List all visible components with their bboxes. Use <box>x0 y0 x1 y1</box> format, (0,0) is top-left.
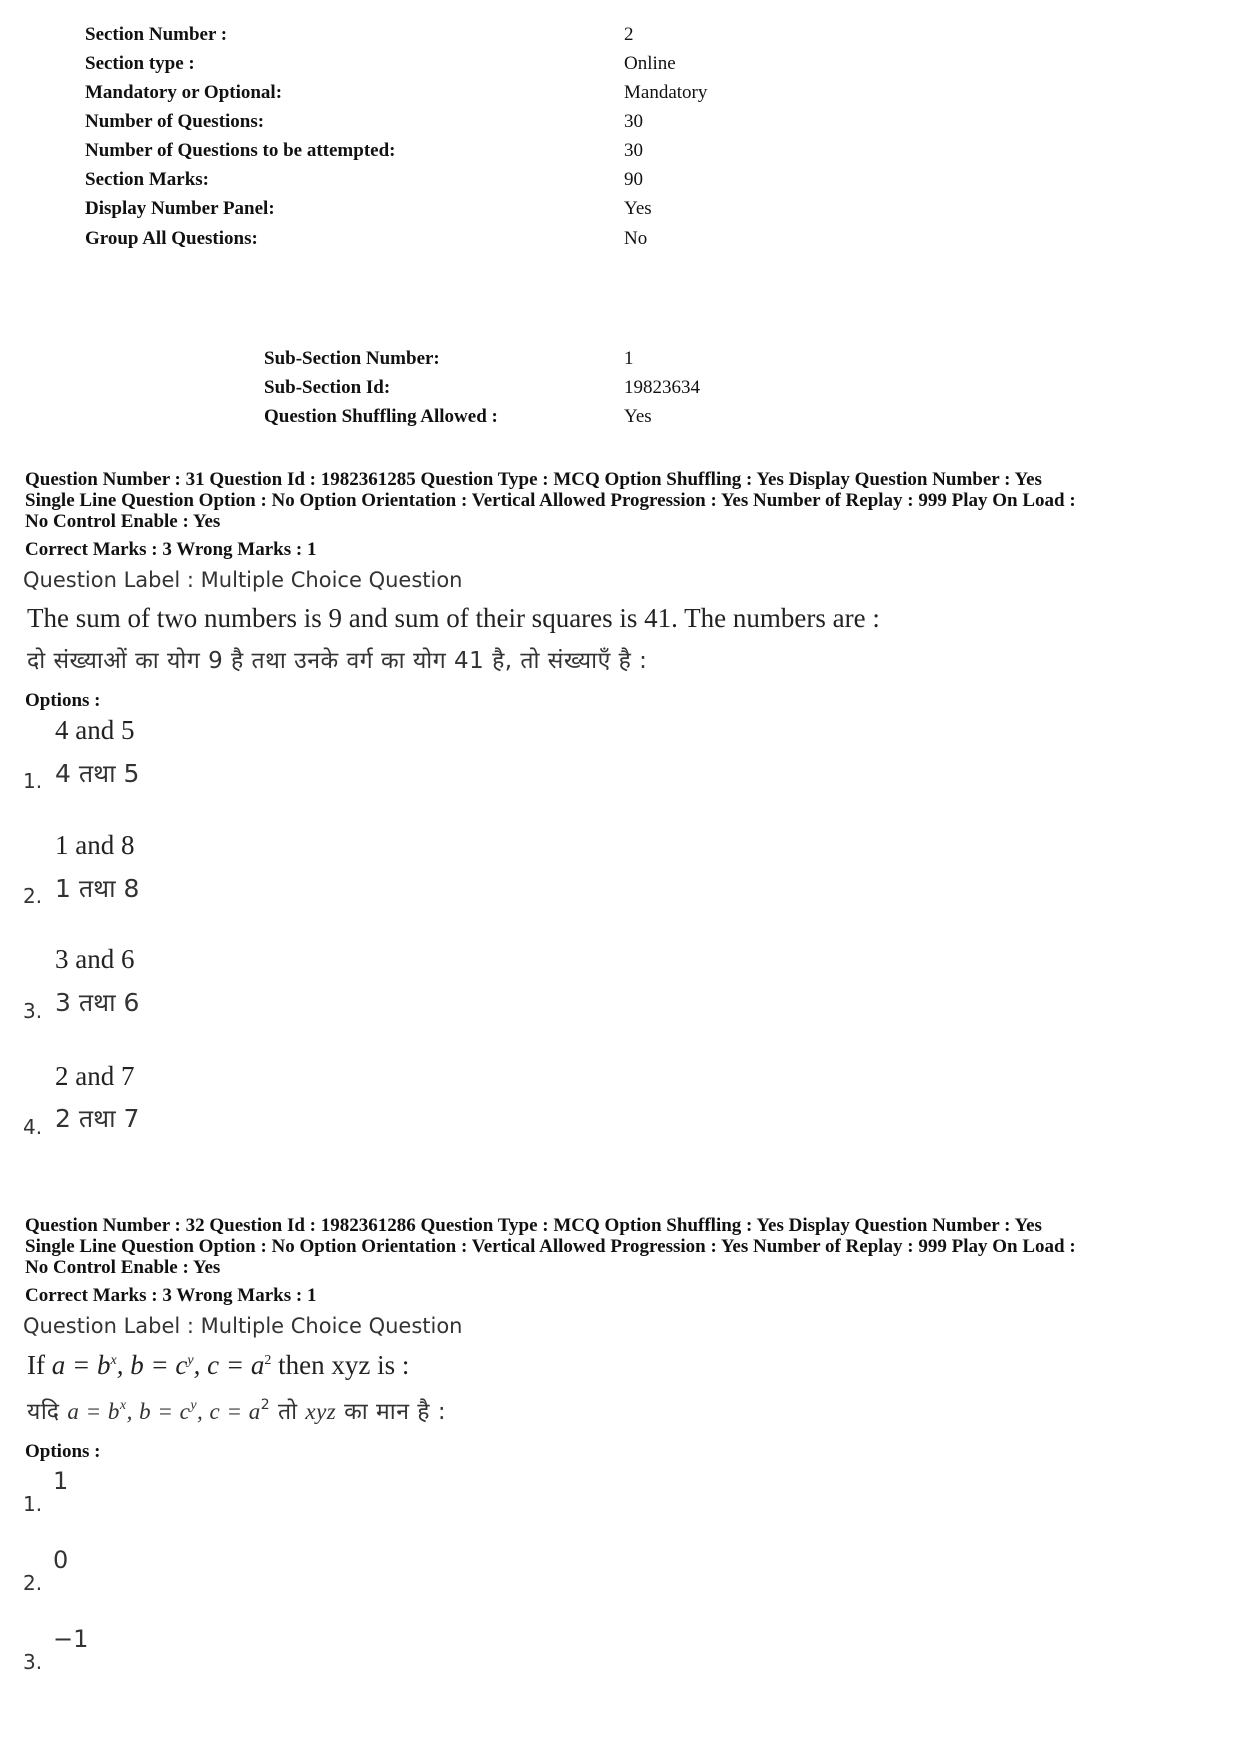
section-number-key: Section Number : <box>85 24 228 45</box>
option-3-number: 3. <box>23 999 43 1023</box>
question-32-text-hi <box>27 1394 446 1426</box>
option-2-value: 0 <box>53 1546 69 1574</box>
option-2-text-en: 1 and 8 <box>55 830 135 860</box>
q32-en-expr1: a = b <box>51 1350 111 1380</box>
q32-hi-lead: यदि <box>27 1399 68 1425</box>
option-4-text-en: 2 and 7 <box>55 1061 135 1091</box>
question-shuffling-value: Yes <box>624 406 652 427</box>
option-1-text-hi: 4 तथा 5 <box>55 759 140 788</box>
question-31-text-hi: दो संख्याओं का योग 9 है तथा उनके वर्ग का योग 41 है, तो संख्याएँ है : <box>27 648 648 674</box>
subsection-id-value: 19823634 <box>624 377 700 398</box>
question-31-meta-line2: Single Line Question Option : No Option Orientation : Vertical Allowed Progression : Yes Number of Replay : 999 Play On Load : <box>25 490 1076 511</box>
option-1-text-en: 4 and 5 <box>55 715 135 745</box>
q32-hi-tail-c: का मान है : <box>336 1399 447 1425</box>
option-3-value: −1 <box>53 1625 89 1653</box>
question-32-meta-line3: No Control Enable : Yes <box>25 1257 221 1278</box>
question-32-meta <box>25 1215 1225 1278</box>
question-31-label: Question Label : Multiple Choice Question <box>23 568 463 592</box>
q32-en-expr3: , c = a <box>193 1350 265 1380</box>
q32-hi-sup1: x <box>119 1398 127 1413</box>
question-31-marks: Correct Marks : 3 Wrong Marks : 1 <box>25 539 317 560</box>
q32-en-expr2: , b = c <box>116 1350 188 1380</box>
question-32-marks: Correct Marks : 3 Wrong Marks : 1 <box>25 1285 317 1306</box>
option-3-number: 3. <box>23 1650 43 1674</box>
q32-hi-expr3: , c = a <box>197 1399 261 1424</box>
question-31-text-en: The sum of two numbers is 9 and sum of their squares is 41. The numbers are : <box>27 603 880 633</box>
question-shuffling-key: Question Shuffling Allowed : <box>264 406 498 427</box>
subsection-number-key: Sub-Section Number: <box>264 348 440 369</box>
section-number-value: 2 <box>624 24 634 45</box>
option-2-number: 2. <box>23 884 43 908</box>
section-marks-key: Section Marks: <box>85 169 210 190</box>
question-31-meta-line1: Question Number : 31 Question Id : 1982361285 Question Type : MCQ Option Shuffling : Yes Display Question Number : Yes <box>25 469 1042 490</box>
display-number-panel-key: Display Number Panel: <box>85 198 275 219</box>
question-31-options-heading: Options : <box>25 690 101 711</box>
q32-hi-tail-a: तो <box>270 1399 306 1425</box>
section-type-value: Online <box>624 53 676 74</box>
option-4-number: 4. <box>23 1115 43 1139</box>
question-32-text-en <box>27 1350 409 1381</box>
q32-hi-tail-b: xyz <box>305 1399 337 1424</box>
group-all-questions-value: No <box>624 228 648 249</box>
q32-en-sup3: 2 <box>264 1353 272 1368</box>
q32-hi-sup2: y <box>190 1398 198 1413</box>
mandatory-value: Mandatory <box>624 82 708 103</box>
q32-hi-sup3: 2 <box>260 1397 271 1413</box>
question-31-meta <box>25 469 1225 532</box>
q32-en-lead: If <box>27 1350 52 1380</box>
section-type-key: Section type : <box>85 53 195 74</box>
option-1-number: 1. <box>23 769 43 793</box>
option-3-text-hi: 3 तथा 6 <box>55 988 140 1017</box>
question-32-label: Question Label : Multiple Choice Question <box>23 1314 463 1338</box>
option-2-number: 2. <box>23 1571 43 1595</box>
option-4-text-hi: 2 तथा 7 <box>55 1104 140 1133</box>
question-32-meta-line2: Single Line Question Option : No Option Orientation : Vertical Allowed Progression : Yes Number of Replay : 999 Play On Load : <box>25 1236 1076 1257</box>
option-1-value: 1 <box>53 1467 69 1495</box>
question-31-meta-line3: No Control Enable : Yes <box>25 511 221 532</box>
option-3-text-en: 3 and 6 <box>55 944 135 974</box>
questions-attempted-value: 30 <box>624 140 643 161</box>
option-2-text-hi: 1 तथा 8 <box>55 874 140 903</box>
question-32-options-heading: Options : <box>25 1441 101 1462</box>
questions-attempted-key: Number of Questions to be attempted: <box>85 140 396 161</box>
subsection-number-value: 1 <box>624 348 634 369</box>
display-number-panel-value: Yes <box>624 198 652 219</box>
option-1-number: 1. <box>23 1492 43 1516</box>
subsection-id-key: Sub-Section Id: <box>264 377 391 398</box>
q32-hi-expr2: , b = c <box>126 1399 191 1424</box>
number-of-questions-value: 30 <box>624 111 643 132</box>
group-all-questions-key: Group All Questions: <box>85 228 258 249</box>
q32-en-sup2: y <box>187 1353 194 1368</box>
question-32-meta-line1: Question Number : 32 Question Id : 1982361286 Question Type : MCQ Option Shuffling : Yes Display Question Number : Yes <box>25 1215 1042 1236</box>
number-of-questions-key: Number of Questions: <box>85 111 265 132</box>
q32-en-sup1: x <box>110 1353 117 1368</box>
section-marks-value: 90 <box>624 169 643 190</box>
q32-en-tail: then xyz is : <box>271 1350 410 1380</box>
mandatory-key: Mandatory or Optional: <box>85 82 283 103</box>
q32-hi-expr1: a = b <box>67 1399 120 1424</box>
